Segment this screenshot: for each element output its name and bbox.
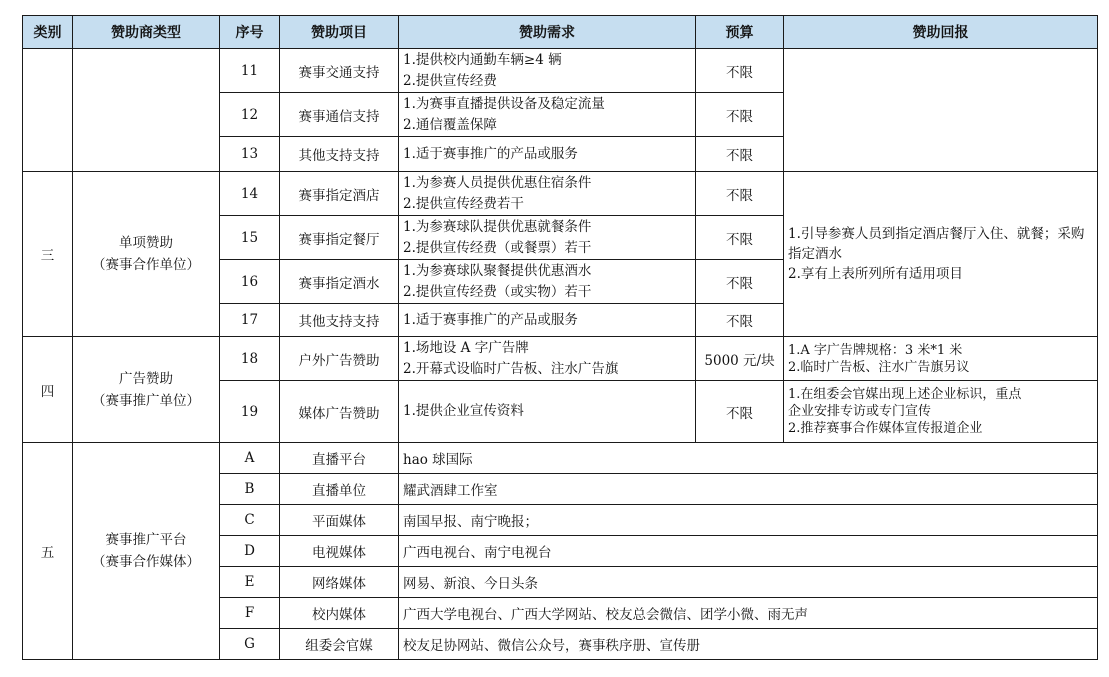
return-line: 2.推荐赛事合作媒体宣传报道企业 — [788, 421, 983, 436]
row-number: D — [220, 536, 280, 567]
row-number: C — [220, 505, 280, 536]
budget-cell: 不限 — [696, 304, 784, 337]
project-name: 其他支持支持 — [280, 137, 399, 172]
sponsor-type-media — [73, 443, 220, 660]
media-detail: 南国早报、南宁晚报； — [399, 505, 1098, 536]
row-number: 12 — [220, 93, 280, 137]
needs-cell — [399, 381, 696, 443]
needs-cell — [399, 216, 696, 260]
sponsor-type-line: （赛事合作单位） — [92, 257, 200, 273]
budget-cell: 不限 — [696, 216, 784, 260]
row-number: 11 — [220, 49, 280, 93]
row-number: B — [220, 474, 280, 505]
need-line: 2.提供宣传经费 — [403, 72, 497, 89]
sponsor-type-line: 赛事推广平台 — [105, 532, 187, 548]
need-line: 1.适于赛事推广的产品或服务 — [403, 311, 578, 328]
need-line: 2.提供宣传经费若干 — [403, 195, 524, 212]
budget-cell: 不限 — [696, 49, 784, 93]
need-line: 2.开幕式设临时广告板、注水广告旗 — [403, 360, 619, 377]
needs-cell — [399, 172, 696, 216]
row-number: A — [220, 443, 280, 474]
need-line: 1.场地设 A 字广告牌 — [403, 339, 529, 356]
budget-cell: 不限 — [696, 93, 784, 137]
project-name: 户外广告赞助 — [280, 337, 399, 381]
project-name: 组委会官媒 — [280, 629, 399, 660]
sponsorship-table — [22, 15, 1098, 660]
budget-cell: 不限 — [696, 137, 784, 172]
media-detail: 广西大学电视台、广西大学网站、校友总会微信、团学小微、雨无声 — [399, 598, 1098, 629]
table-row — [23, 172, 1098, 216]
return-line: 1.A 字广告牌规格：3 米*1 米 — [788, 342, 963, 358]
table-row — [23, 337, 1098, 381]
project-name: 赛事指定餐厅 — [280, 216, 399, 260]
sponsor-type-cell-empty — [73, 49, 220, 172]
row-number: F — [220, 598, 280, 629]
sponsor-type-line: 广告赞助 — [119, 370, 173, 387]
need-line: 1.为参赛球队提供优惠就餐条件 — [403, 218, 592, 235]
sponsor-type-line: 单项赞助 — [119, 235, 173, 251]
returns-cell-empty — [784, 49, 1098, 172]
return-line: 企业安排专访或专门宣传 — [788, 404, 932, 419]
project-name: 平面媒体 — [280, 505, 399, 536]
row-number: 18 — [220, 337, 280, 381]
return-line: 2.临时广告板、注水广告旗另议 — [788, 359, 970, 375]
needs-cell — [399, 304, 696, 337]
header-returns: 赞助回报 — [784, 16, 1098, 49]
need-line: 1.为参赛球队聚餐提供优惠酒水 — [403, 262, 592, 279]
row-number: 13 — [220, 137, 280, 172]
header-project: 赞助项目 — [280, 16, 399, 49]
needs-cell — [399, 260, 696, 304]
sponsor-type-line: （赛事合作媒体） — [92, 554, 200, 570]
media-detail: hao 球国际 — [399, 443, 1098, 474]
project-name: 网络媒体 — [280, 567, 399, 598]
header-category: 类别 — [23, 16, 73, 49]
project-name: 赛事交通支持 — [280, 49, 399, 93]
project-name: 电视媒体 — [280, 536, 399, 567]
header-row — [23, 16, 1098, 49]
returns-cell — [784, 172, 1098, 337]
header-budget: 预算 — [696, 16, 784, 49]
project-name: 其他支持支持 — [280, 304, 399, 337]
need-line: 1.提供企业宣传资料 — [403, 403, 524, 419]
category-cell-empty — [23, 49, 73, 172]
sponsor-type-ad — [73, 337, 220, 443]
project-name: 媒体广告赞助 — [280, 381, 399, 443]
row-number: 19 — [220, 381, 280, 443]
project-name: 直播单位 — [280, 474, 399, 505]
needs-cell — [399, 49, 696, 93]
budget-cell: 5000 元/块 — [696, 337, 784, 381]
needs-cell — [399, 337, 696, 381]
media-detail: 耀武酒肆工作室 — [399, 474, 1098, 505]
budget-cell: 不限 — [696, 172, 784, 216]
return-line: 1.在组委会官媒出现上述企业标识，重点 — [788, 387, 1022, 402]
media-detail: 网易、新浪、今日头条 — [399, 567, 1098, 598]
category-five: 五 — [23, 443, 73, 660]
need-line: 1.适于赛事推广的产品或服务 — [403, 145, 578, 162]
budget-cell: 不限 — [696, 260, 784, 304]
project-name: 赛事指定酒水 — [280, 260, 399, 304]
row-number: E — [220, 567, 280, 598]
sponsor-type-line: （赛事推广单位） — [92, 392, 200, 409]
returns-cell — [784, 381, 1098, 443]
category-four: 四 — [23, 337, 73, 443]
project-name: 赛事通信支持 — [280, 93, 399, 137]
return-line: 2.享有上表所列所有适用项目 — [788, 266, 963, 282]
header-needs: 赞助需求 — [399, 16, 696, 49]
budget-cell: 不限 — [696, 381, 784, 443]
row-number: 15 — [220, 216, 280, 260]
media-detail: 校友足协网站、微信公众号，赛事秩序册、宣传册 — [399, 629, 1098, 660]
needs-cell — [399, 137, 696, 172]
media-detail: 广西电视台、南宁电视台 — [399, 536, 1098, 567]
category-three: 三 — [23, 172, 73, 337]
need-line: 1.为赛事直播提供设备及稳定流量 — [403, 95, 605, 112]
need-line: 2.提供宣传经费（或实物）若干 — [403, 283, 592, 300]
need-line: 1.提供校内通勤车辆≥4 辆 — [403, 51, 562, 68]
row-number: 16 — [220, 260, 280, 304]
project-name: 赛事指定酒店 — [280, 172, 399, 216]
header-sponsor-type: 赞助商类型 — [73, 16, 220, 49]
row-number: 14 — [220, 172, 280, 216]
need-line: 1.为参赛人员提供优惠住宿条件 — [403, 174, 592, 191]
sponsor-type-single — [73, 172, 220, 337]
row-number: G — [220, 629, 280, 660]
table-row — [23, 443, 1098, 474]
need-line: 2.提供宣传经费（或餐票）若干 — [403, 239, 592, 256]
table-row — [23, 49, 1098, 93]
project-name: 校内媒体 — [280, 598, 399, 629]
needs-cell — [399, 93, 696, 137]
header-number: 序号 — [220, 16, 280, 49]
need-line: 2.通信覆盖保障 — [403, 116, 497, 133]
row-number: 17 — [220, 304, 280, 337]
return-line: 1.引导参赛人员到指定酒店餐厅入住、就餐；采购指定酒水 — [788, 226, 1085, 262]
returns-cell — [784, 337, 1098, 381]
project-name: 直播平台 — [280, 443, 399, 474]
